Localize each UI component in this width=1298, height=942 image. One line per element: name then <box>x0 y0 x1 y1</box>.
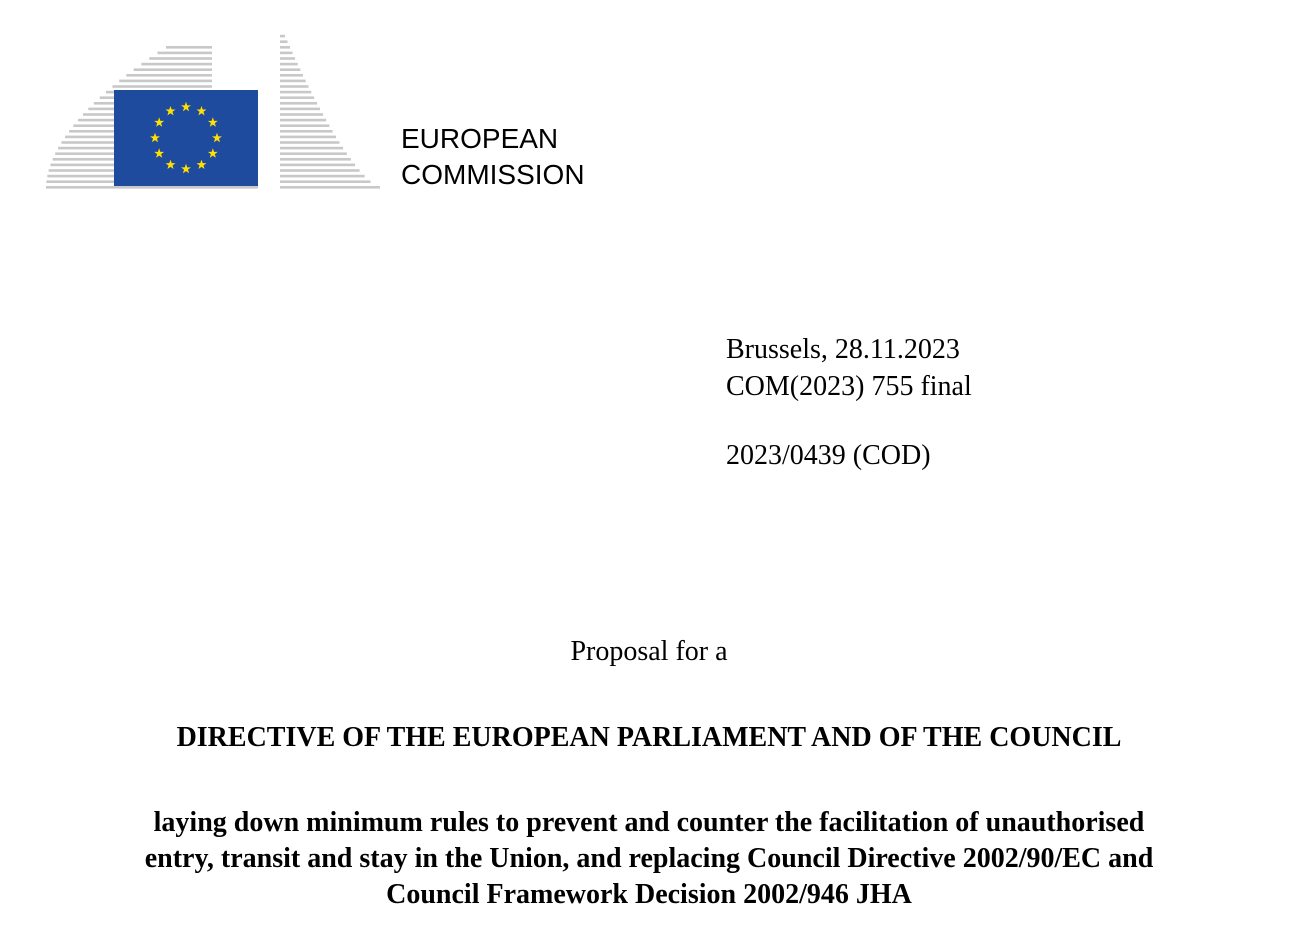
building-stripe <box>280 186 380 189</box>
reference-block <box>726 331 972 474</box>
building-stripe <box>280 52 293 55</box>
building-stripe <box>280 130 333 133</box>
building-stripe <box>280 80 306 83</box>
act-title <box>40 805 1258 913</box>
building-stripe <box>280 35 285 38</box>
building-stripe <box>280 169 360 172</box>
building-stripe <box>280 91 311 94</box>
building-stripe <box>280 113 323 116</box>
building-stripe <box>157 52 212 55</box>
place-date: Brussels, 28.11.2023 <box>726 334 960 365</box>
building-stripe <box>280 175 365 178</box>
organization-name <box>401 121 585 193</box>
act-type-heading: DIRECTIVE OF THE EUROPEAN PARLIAMENT AND OF THE COUNCIL <box>176 722 1122 753</box>
building-stripe <box>166 46 212 49</box>
proposal-intro: Proposal for a <box>570 636 728 667</box>
act-title-line: Council Framework Decision 2002/946 JHA <box>386 879 912 910</box>
right-building-stripes <box>280 35 380 189</box>
european-commission-logo <box>44 20 384 190</box>
building-stripe <box>280 74 303 77</box>
building-stripe <box>280 180 371 183</box>
building-stripe <box>112 85 212 88</box>
building-stripe <box>134 68 212 71</box>
building-stripe <box>280 102 317 105</box>
building-stripe <box>280 119 326 122</box>
building-stripe <box>280 96 314 99</box>
building-stripe <box>280 141 339 144</box>
logo-graphic <box>44 20 384 190</box>
building-stripe <box>280 124 329 127</box>
building-stripe <box>119 80 212 83</box>
spacer <box>726 405 972 437</box>
building-stripe <box>280 57 295 60</box>
building-stripe <box>126 74 212 77</box>
act-title-line: entry, transit and stay in the Union, and replacing Council Directive 2002/90/EC and <box>144 843 1154 874</box>
procedure-number: 2023/0439 (COD) <box>726 440 931 471</box>
building-stripe <box>280 63 298 66</box>
building-stripe <box>141 63 212 66</box>
building-stripe <box>280 164 355 167</box>
building-stripe <box>46 186 258 189</box>
org-name-line-1: EUROPEAN <box>401 123 559 154</box>
building-stripe <box>280 152 347 155</box>
building-stripe <box>280 147 343 150</box>
com-number: COM(2023) 755 final <box>726 371 972 402</box>
building-stripe <box>149 57 212 60</box>
building-stripe <box>280 158 351 161</box>
building-stripe <box>280 108 320 111</box>
building-stripe <box>280 136 336 139</box>
building-stripe <box>280 40 287 43</box>
building-stripe <box>280 68 300 71</box>
building-stripe <box>280 85 308 88</box>
org-name-line-2: COMMISSION <box>401 159 585 190</box>
act-title-line: laying down minimum rules to prevent and counter the facilitation of unauthorised <box>153 807 1145 838</box>
building-stripe <box>280 46 290 49</box>
